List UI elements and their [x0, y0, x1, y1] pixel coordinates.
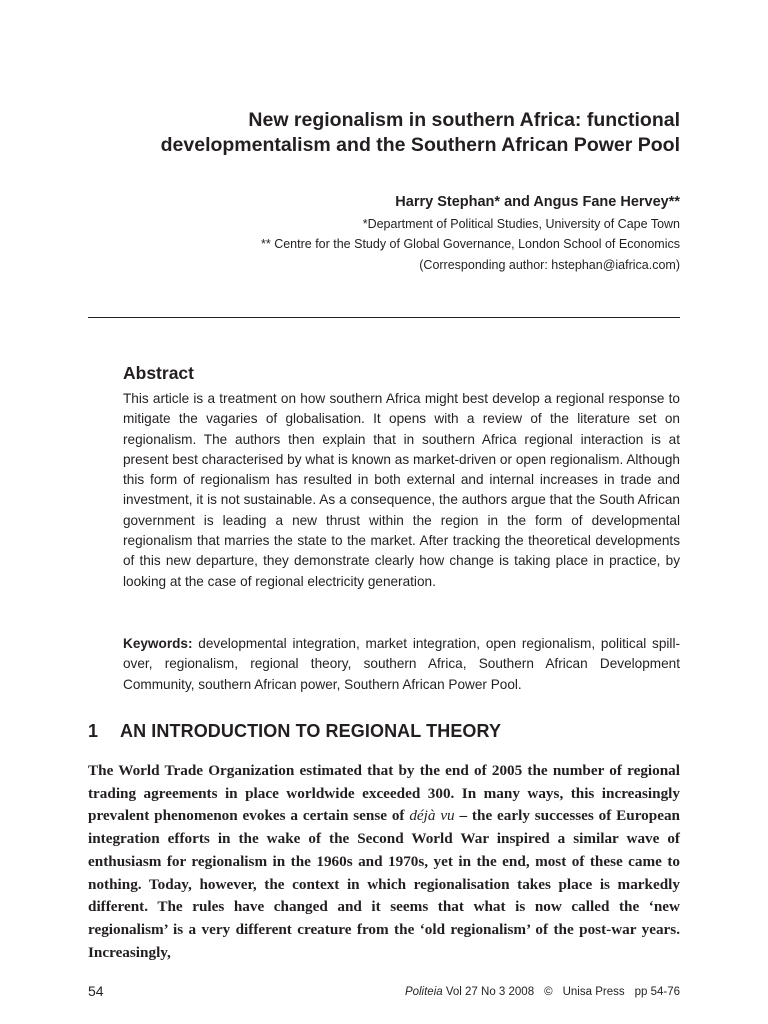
section-body-paragraph [88, 760, 680, 964]
publisher-name: Unisa Press [562, 986, 625, 998]
affiliation-uct: *Department of Political Studies, University of Cape Town [362, 217, 680, 231]
corresponding-author: (Corresponding author: hstephan@iafrica.com) [419, 258, 680, 272]
article-authors: Harry Stephan* and Angus Fane Hervey** [395, 194, 680, 210]
section-title: AN INTRODUCTION TO REGIONAL THEORY [120, 721, 502, 741]
keywords-paragraph [123, 634, 680, 695]
journal-citation [405, 983, 680, 1001]
header-divider [88, 317, 680, 318]
section-heading [88, 719, 501, 743]
article-title-line-1: New regionalism in southern Africa: functional [248, 109, 680, 131]
journal-volume: Vol 27 No 3 2008 [445, 986, 535, 998]
page-number: 54 [88, 983, 104, 999]
body-text-part-2: – the early successes of European integration efforts in the wake of the Second World War inspired a similar wave of enthusiasm for regionalism in the 1960s and 1970s, yet in the end, most of these came to nothing. Today, however, the context in which regionalisation takes place is markedly different. The rules have changed and it seems that what is now called the ‘new regionalism’ is a very different creature from the ‘old regionalism’ of the post-war years. Increasingly, [88, 807, 681, 961]
article-title [88, 108, 680, 158]
abstract-text: This article is a treatment on how southern Africa might best develop a regional response to mitigate the vagaries of globalisation. It opens with a review of the literature set on regionalism. The authors then explain that in southern Africa regional interaction is at present best characterised by what is known as market-driven or open regionalism. Although this form of regionalism has resulted in both external and internal increases in trade and investment, it is not sustainable. As a consequence, the authors argue that the South African government is leading a new thrust within the region in the form of developmental regionalism that marries the state to the market. After tracking the theoretical developments of this new departure, they demonstrate clearly how change is taking place in practice, by looking at the case of regional electricity generation. [123, 391, 680, 589]
body-text-italic: déjà vu [409, 807, 455, 825]
keywords-list: developmental integration, market integration, open regionalism, political spill-over, regionalism, regional theory, southern Africa, Southern African Development Community, southern African power, Southern African Power Pool. [123, 636, 680, 692]
section-number: 1 [88, 721, 99, 741]
copyright-symbol: © [544, 986, 553, 998]
article-title-line-2: developmentalism and the Southern African Power Pool [160, 134, 680, 156]
affiliation-lse: ** Centre for the Study of Global Governance, London School of Economics [261, 237, 680, 251]
page-range: pp 54-76 [634, 986, 680, 998]
body-text-part-1: The World Trade Organization estimated that by the end of 2005 the number of regional trading agreements in place worldwide exceeded 300. In many ways, this increasingly prevalent phenomenon evokes a certain sense of [88, 762, 680, 825]
keywords-label: Keywords: [123, 636, 193, 651]
abstract-heading: Abstract [123, 363, 194, 383]
journal-name: Politeia [404, 986, 443, 998]
